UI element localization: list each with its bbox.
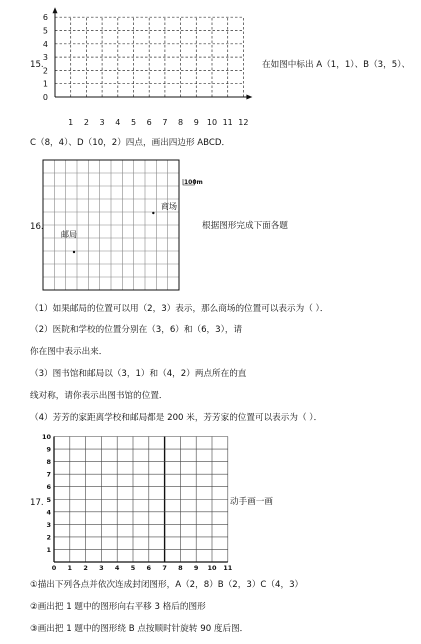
q15-x-tick-label: 10 — [206, 118, 218, 127]
q16-instruction: 根据图形完成下面各题 — [202, 221, 288, 231]
q17-y-tick-label: 6 — [46, 483, 51, 492]
q16-scale-label: 100m — [184, 179, 203, 186]
q17-x-tick-label: 4 — [114, 564, 120, 572]
q16-sub-question-4: （4）芳芳的家距离学校和邮局都是 200 米，芳芳家的位置可以表示为（ ）． — [30, 413, 323, 423]
q17-x-tick-label: 0 — [51, 564, 57, 572]
q16-sub-question-2-cont: 你在图中表示出来． — [30, 347, 108, 357]
q17-task-3: ③画出把 1 题中的图形绕 B 点按顺时针旋转 90 度后图． — [30, 624, 249, 634]
q16-place-post-office: 邮局 — [61, 230, 77, 239]
q17-instruction: 动手画一画 — [230, 497, 273, 507]
q17-x-tick-label: 6 — [146, 564, 152, 572]
q17-y-tick-label: 4 — [46, 508, 51, 517]
q17-task-1: ①描出下列各点并依次连成封闭图形，A（2，8）B（2，3）C（4，3） — [30, 580, 304, 590]
q17-y-tick-label: 10 — [41, 433, 51, 441]
question-17-number: 17. — [30, 498, 44, 508]
q15-x-tick-label: 12 — [238, 118, 249, 127]
q17-y-tick-label: 8 — [46, 458, 51, 467]
q15-x-tick-label: 7 — [162, 118, 168, 127]
q16-place-mall: 商场 — [161, 202, 177, 211]
q15-x-tick-label: 9 — [193, 118, 199, 127]
q17-y-tick-label: 1 — [46, 545, 51, 554]
q17-x-tick-label: 7 — [162, 564, 167, 572]
q17-y-tick-label: 7 — [46, 470, 51, 479]
q17-x-tick-label: 9 — [193, 564, 199, 572]
q17-x-tick-label: 11 — [223, 564, 233, 572]
q17-x-tick-label: 5 — [130, 564, 136, 572]
q17-y-tick-label: 3 — [46, 520, 51, 529]
q15-x-tick-label: 1 — [68, 118, 74, 127]
q15-y-tick-label: 4 — [42, 39, 48, 49]
q16-sub-question-1: （1）如果邮局的位置可以用（2，3）表示，那么商场的位置可以表示为（ ）． — [30, 304, 329, 314]
q15-x-tick-label: 4 — [115, 118, 121, 127]
q15-x-tick-label: 8 — [178, 118, 184, 127]
q15-y-tick-label: 2 — [42, 66, 48, 76]
q15-y-tick-label: 6 — [42, 13, 48, 23]
q16-sub-question-3: （3）图书馆和邮局以（3，1）和（4，2）两点所在的直 — [30, 369, 247, 379]
q17-y-tick-label: 9 — [46, 445, 51, 454]
question-16-number: 16. — [30, 222, 44, 232]
q15-x-tick-label: 6 — [146, 118, 152, 127]
q17-x-tick-label: 8 — [178, 564, 183, 572]
q17-y-tick-label: 2 — [46, 533, 51, 542]
q17-x-tick-label: 1 — [67, 564, 73, 572]
q16-sub-question-3-cont: 线对称，请你表示出图书馆的位置． — [30, 391, 168, 401]
q15-instruction-part2: C（8，4）、D（10，2）四点，画出四边形 ABCD． — [30, 138, 231, 148]
q17-task-2: ②画出把 1 题中的图形向右平移 3 格后的图形 — [30, 602, 206, 612]
q17-x-tick-label: 2 — [83, 564, 88, 572]
q17-x-tick-label: 10 — [207, 564, 217, 572]
q15-x-tick-label: 5 — [130, 118, 137, 127]
q16-sub-question-2: （2）医院和学校的位置分别在（3，6）和（6，3），请 — [30, 325, 243, 335]
q15-y-tick-label: 5 — [42, 26, 48, 36]
q15-y-tick-label: 1 — [42, 79, 48, 89]
q17-y-tick-label: 5 — [46, 495, 51, 504]
q15-y-tick-label: 3 — [42, 53, 48, 63]
q15-x-tick-label: 11 — [222, 118, 233, 127]
q17-x-tick-label: 3 — [99, 564, 104, 572]
q15-instruction-part1: 在如图中标出 A（1，1）、B（3，5）、 — [262, 60, 411, 70]
q15-origin-label: 0 — [42, 93, 48, 102]
q15-x-tick-label: 3 — [99, 118, 105, 127]
question-15-number: 15. — [30, 60, 44, 70]
q15-x-tick-label: 2 — [83, 118, 89, 127]
